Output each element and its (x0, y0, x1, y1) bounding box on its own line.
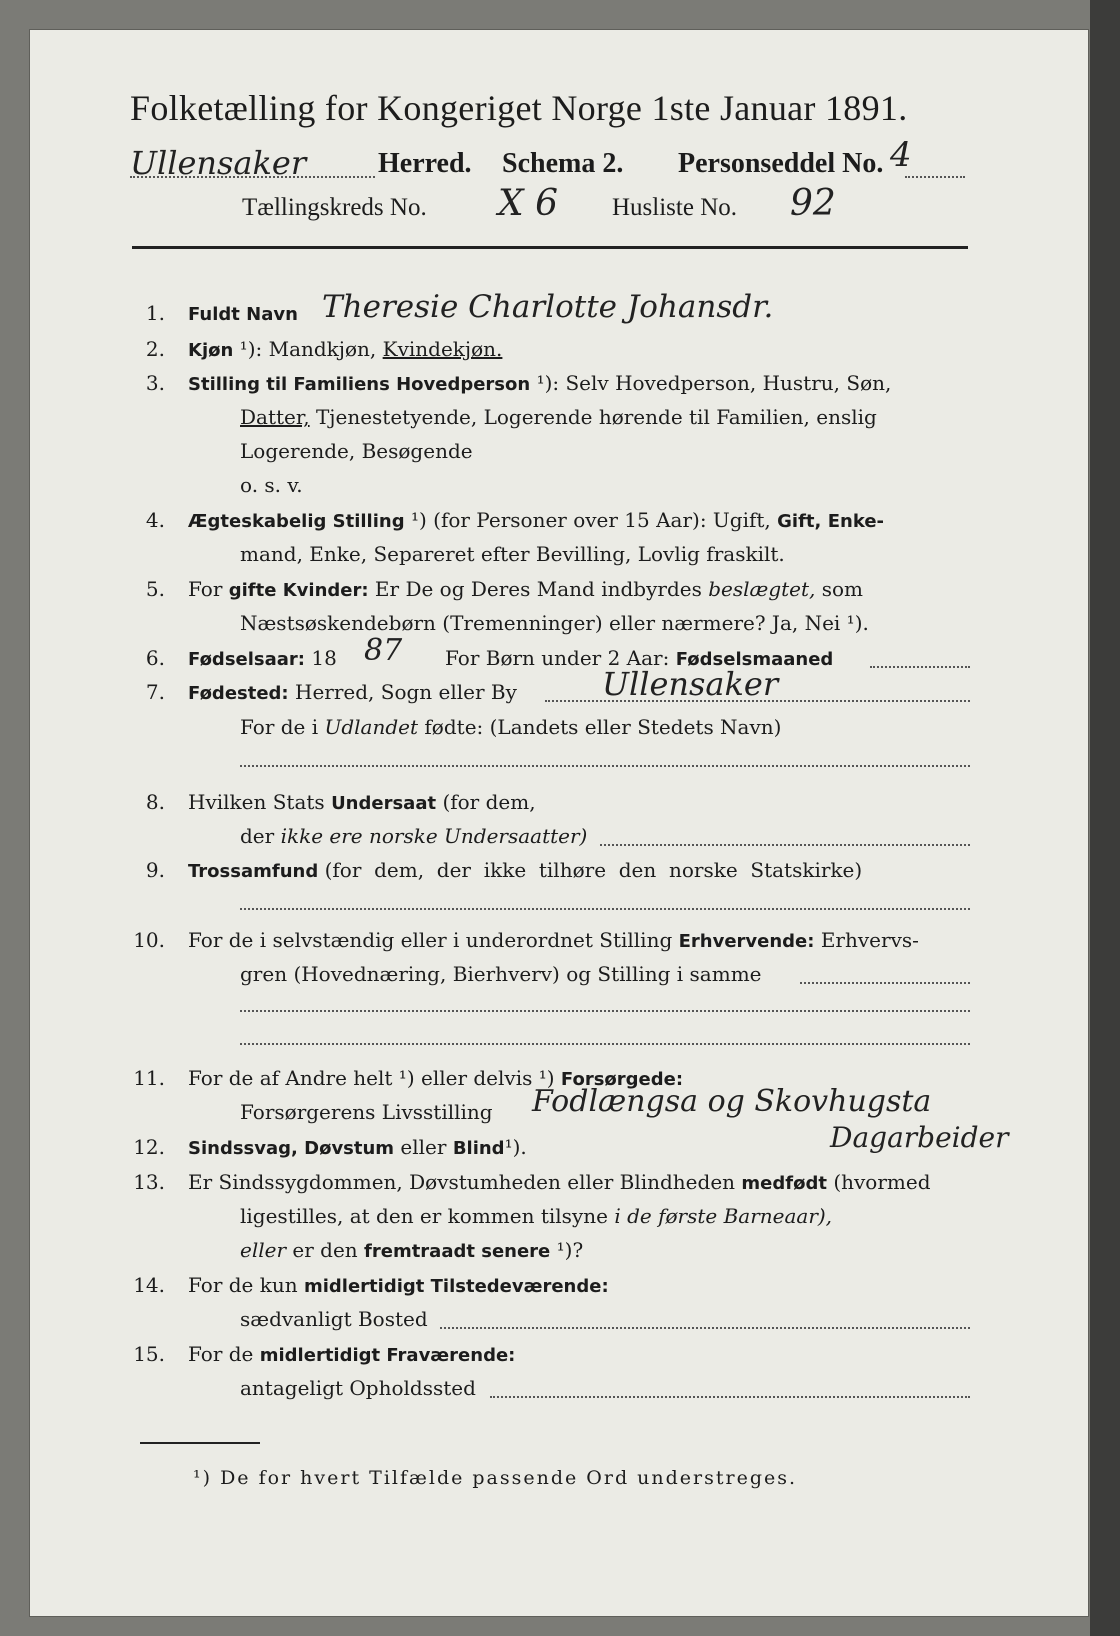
item-7-line-2 (240, 715, 781, 739)
item-number-11: 11. (133, 1066, 165, 1090)
handwritten-husliste: 92 (790, 183, 836, 224)
opholdssted-dotted-line (490, 1396, 970, 1398)
handwritten-birth-year: 87 (364, 633, 403, 668)
stilling-selected-option: Datter, (240, 405, 310, 429)
gifte-question: Er De og Deres Mand indbyrdes (374, 577, 702, 601)
stilling-options: Selv Hovedperson, Hustru, Søn, (565, 371, 892, 395)
udland-pre: For de i (240, 715, 319, 739)
fodselsaar-prefix: 18 (311, 646, 337, 670)
forsorgerens-livsstilling: Forsørgerens Livsstilling (240, 1100, 493, 1124)
item-number-3: 3. (145, 371, 165, 395)
gifte-kvinder-label: gifte Kvinder: (228, 580, 369, 601)
sindssvag-label: Sindssvag, Døvstum (188, 1138, 395, 1159)
item-number-5: 5. (145, 577, 165, 601)
saedvanligt-bosted: sædvanligt Bosted (240, 1307, 428, 1331)
item-8-line-1 (188, 790, 536, 816)
kjon-selected-option: Kvindekjøn. (382, 337, 503, 361)
gifte-som: som (821, 577, 864, 601)
item-5-line-1 (188, 577, 863, 603)
item-13-line-2 (240, 1204, 832, 1228)
kjon-options: Mandkjøn, (268, 337, 377, 361)
sindssvag-eller: eller (400, 1135, 447, 1159)
husliste-label: Husliste No. (612, 194, 737, 221)
stilling-options-2: Tjenestetyende, Logerende hørende til Familien, enslig (315, 405, 877, 429)
item-number-9: 9. (145, 858, 165, 882)
fravaerende-label: midlertidigt Fraværende: (259, 1345, 516, 1366)
aegteskab-label: Ægteskabelig Stilling (188, 511, 405, 532)
antageligt-opholdssted: antageligt Opholdssted (240, 1376, 476, 1400)
handwritten-kreds: X 6 (498, 183, 558, 224)
item-15-line-1 (188, 1342, 515, 1368)
undersaat-der: der (240, 824, 275, 848)
item-number-14: 14. (133, 1273, 165, 1297)
blind-sup: ¹). (504, 1135, 527, 1159)
item-3-line-3: Logerende, Besøgende (240, 439, 473, 463)
udland-dotted-line (240, 765, 970, 767)
stats-pre: Hvilken Stats (188, 790, 325, 814)
item-number-8: 8. (145, 790, 165, 814)
item-number-6: 6. (145, 646, 165, 670)
handwritten-dagarbeider: Dagarbeider (830, 1121, 1009, 1154)
item-13-line-3 (240, 1238, 583, 1264)
stilling-sup: ¹): (536, 371, 560, 395)
erhverv-text: For de i selvstændig eller i underordnet Stilling (188, 928, 673, 952)
bosted-dotted-line (440, 1327, 970, 1329)
item-number-10: 10. (133, 928, 165, 952)
born-under-2: For Børn under 2 Aar: (445, 646, 670, 670)
item-number-4: 4. (145, 508, 165, 532)
eller-italic: eller (240, 1238, 287, 1262)
gifte-pre: For (188, 577, 223, 601)
item-number-15: 15. (133, 1342, 165, 1366)
trossamfund-dotted-line (240, 908, 970, 910)
erhverv-dotted-line-2 (240, 1010, 970, 1012)
item-7-line-1 (188, 680, 517, 706)
trossamfund-label: Trossamfund (188, 861, 319, 882)
handwritten-personseddel: 4 (890, 135, 912, 175)
erhvervende-label: Erhvervende: (678, 931, 815, 952)
ligestilles-text: ligestilles, at den er kommen tilsyne (240, 1204, 608, 1228)
item-4-line-1 (188, 508, 884, 534)
tilstede-text: For de kun (188, 1273, 298, 1297)
item-9-line (188, 858, 862, 884)
erhverv-dotted-line-1 (800, 982, 970, 984)
gift-option: Gift, (777, 511, 822, 532)
enke-option: Enke- (827, 511, 884, 532)
fodested-options: Herred, Sogn eller By (295, 680, 517, 704)
item-5-line-2: Næstsøskendebørn (Tremenninger) eller nærmere? Ja, Nei ¹). (240, 611, 869, 635)
item-8-line-2 (240, 824, 587, 848)
udland-text: fødte: (Landets eller Stedets Navn) (424, 715, 782, 739)
fodselsaar-label: Fødselsaar: (188, 649, 305, 670)
fodested-label: Fødested: (188, 683, 289, 704)
item-10-line-1 (188, 928, 919, 954)
forsorgede-text: For de af Andre helt ¹) eller delvis ¹) (188, 1066, 555, 1090)
item-12-line (188, 1135, 527, 1161)
handwritten-herred: Ullensaker (130, 144, 307, 182)
item-6-line (188, 646, 337, 672)
item-13-line-1 (188, 1170, 931, 1196)
scan-edge (1090, 0, 1120, 1636)
er-den-text: er den (292, 1238, 358, 1262)
barneaar-italic: i de første Barneaar), (614, 1204, 833, 1228)
footnote: ¹) De for hvert Tilfælde passende Ord understreges. (193, 1467, 798, 1489)
undersaat-label: Undersaat (331, 793, 437, 814)
schema-label: Schema 2. (502, 148, 624, 179)
fodselsmaaned-label: Fødselsmaaned (675, 649, 834, 670)
fodselsmaaned-dotted-line (870, 666, 970, 668)
hvormed-text: (hvormed (833, 1170, 931, 1194)
footnote-rule (140, 1442, 260, 1444)
handwritten-forsorger: Fodlængsa og Skovhugsta (532, 1084, 932, 1119)
item-1-label (188, 301, 298, 327)
kreds-label: Tællingskreds No. (242, 194, 427, 221)
item-3-line-1 (188, 371, 891, 397)
handwritten-birthplace: Ullensaker (602, 665, 779, 703)
census-form-sheet (30, 30, 1088, 1616)
item-number-2: 2. (145, 337, 165, 361)
tilstedevaerende-label: midlertidigt Tilstedeværende: (303, 1276, 609, 1297)
stilling-label: Stilling til Familiens Hovedperson (188, 374, 531, 395)
item-3-line-4: o. s. v. (240, 473, 303, 497)
item-3-line-2 (240, 405, 877, 429)
medfodt-label: medfødt (741, 1173, 827, 1194)
undersaat-dotted-line (600, 844, 970, 846)
fravaer-text: For de (188, 1342, 254, 1366)
header-rule (132, 246, 968, 249)
handwritten-full-name: Theresie Charlotte Johansdr. (322, 289, 774, 325)
item-2-line (188, 337, 502, 363)
herred-dotted-line (130, 176, 375, 178)
trossamfund-text: (for dem, der ikke tilhøre den norske Statskirke) (324, 858, 863, 882)
beslaegtet-word: beslægtet, (708, 577, 816, 601)
personseddel-label: Personseddel No. (678, 148, 884, 179)
erhverv-dotted-line-3 (240, 1043, 970, 1045)
sindssygdom-text: Er Sindssygdommen, Døvstumheden eller Blindheden (188, 1170, 736, 1194)
item-number-13: 13. (133, 1170, 165, 1194)
item-14-line-1 (188, 1273, 609, 1299)
fremtraadt-label: fremtraadt senere (364, 1241, 551, 1262)
kjon-sup: ¹): (239, 337, 263, 361)
form-title: Folketælling for Kongeriget Norge 1ste Januar 1891. (130, 88, 908, 128)
erhvervs-text: Erhvervs- (820, 928, 919, 952)
item-number-1: 1. (145, 301, 165, 325)
item-number-12: 12. (133, 1135, 165, 1159)
item-10-line-2: gren (Hovednæring, Bierhverv) og Stilling i samme (240, 962, 762, 986)
personseddel-dotted-line (905, 176, 965, 178)
undersaat-text: (for dem, (442, 790, 536, 814)
blind-label: Blind (452, 1138, 505, 1159)
fremtraadt-sup: ¹)? (556, 1238, 584, 1262)
herred-label: Herred. (378, 148, 472, 179)
udlandet-word: Udlandet (324, 715, 419, 739)
aegteskab-sup: ¹) (410, 508, 427, 532)
fuldt-navn-label: Fuldt Navn (188, 304, 298, 325)
undersaatter-italic: ikke ere norske Undersaatter) (280, 824, 588, 848)
forsorgede-label: Forsørgede: (560, 1069, 684, 1090)
kjon-label: Kjøn (188, 340, 234, 361)
item-4-line-2: mand, Enke, Separeret efter Bevilling, Lovlig fraskilt. (240, 542, 785, 566)
item-number-7: 7. (145, 680, 165, 704)
aegteskab-options: (for Personer over 15 Aar): Ugift, (433, 508, 771, 532)
